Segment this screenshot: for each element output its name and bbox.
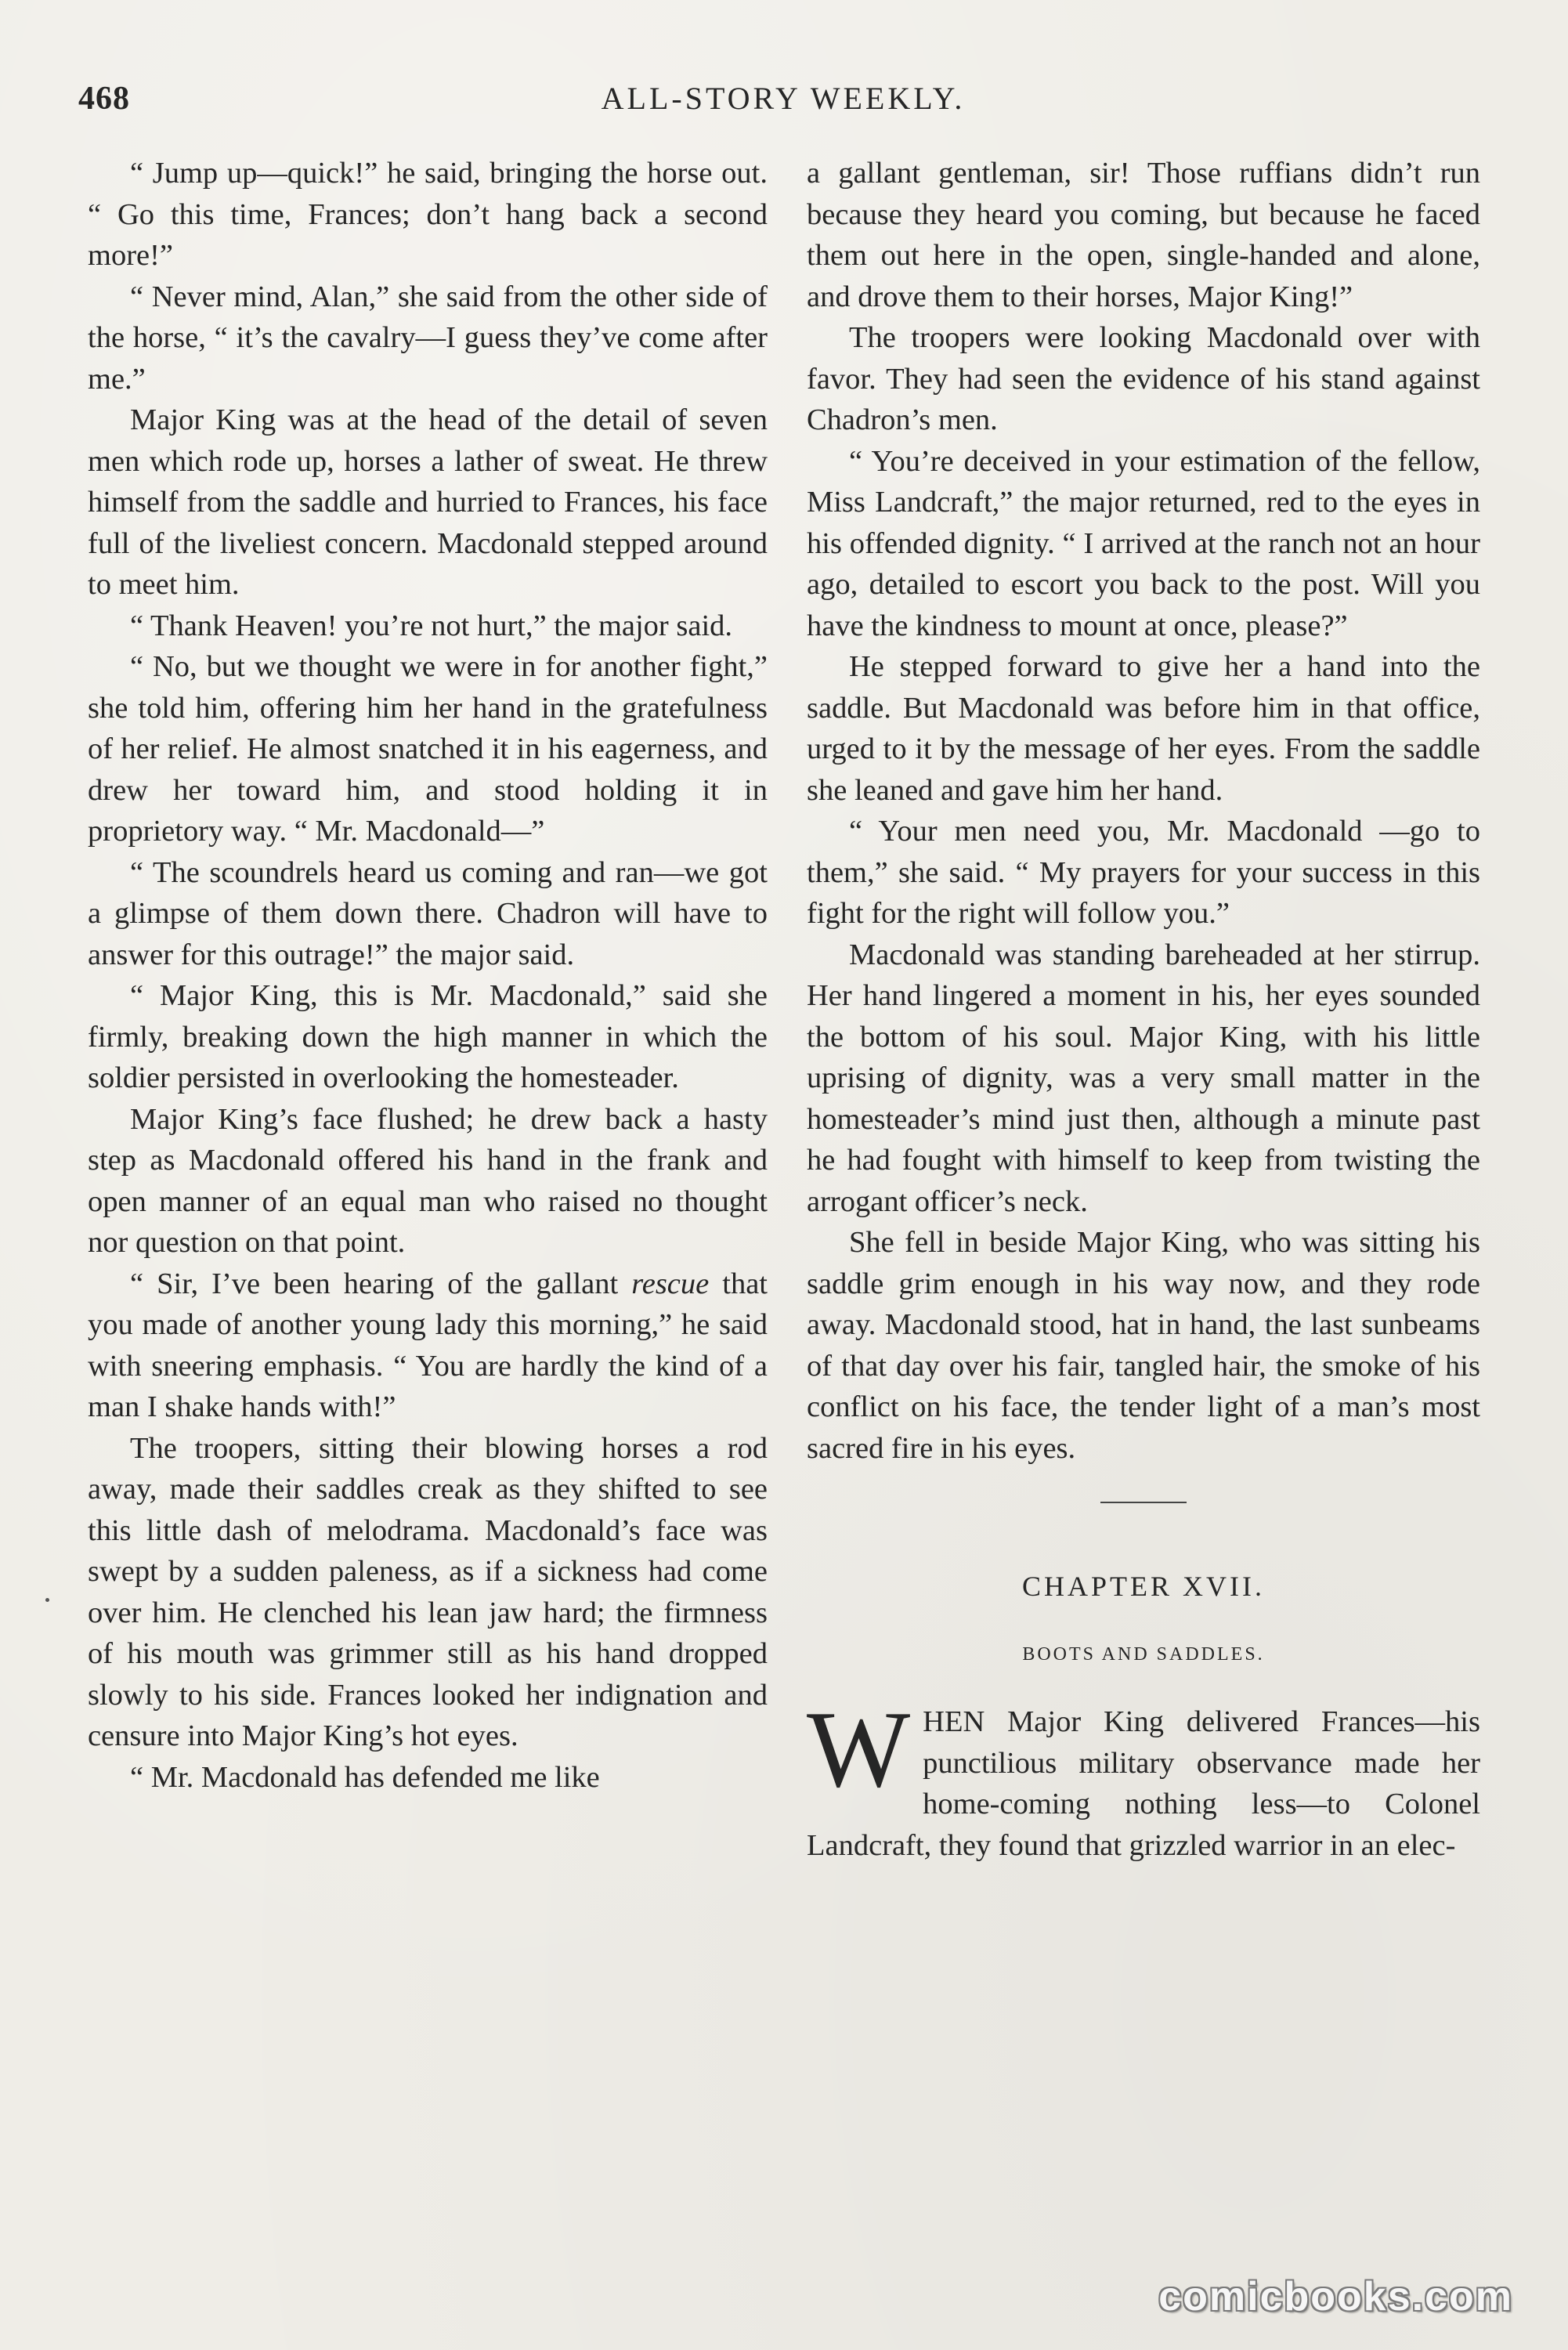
- paragraph: “ Mr. Macdonald has defended me like: [130, 1760, 600, 1794]
- chapter-opening-text: HEN Major King delivered Frances—his punctilious military observance made her home-coming nothing less—to Colonel Landcraft, they found that grizzled warrior in an elec-: [807, 1705, 1480, 1862]
- right-column: [807, 153, 1480, 1866]
- paragraph: “ You’re deceived in your estimation of the fellow, Miss Landcraft,” the major returned, red to the eyes in his offended dignity. “ I arrived at the ranch not an hour ago, detailed to escort you back to the post. Will you have the kindness to mount at once, please?”: [807, 444, 1480, 642]
- chapter-title: CHAPTER XVII.: [1022, 1571, 1265, 1602]
- paragraph: “ Your men need you, Mr. Macdonald —go to them,” she said. “ My prayers for your success in this fight for the right will follow you.”: [807, 815, 1480, 930]
- paragraph: “ Major King, this is Mr. Macdonald,” said she firmly, breaking down the high manner in which the soldier persisted in overlooking the homesteader.: [88, 979, 768, 1094]
- paragraph: Macdonald was standing bareheaded at her stirrup. Her hand lingered a moment in his, her eyes sounded the bottom of his soul. Major King, with his little uprising of dignity, was a very small matter in the homesteader’s mind just then, although a minute past he had fought with himself to keep from twisting the arrogant officer’s neck.: [807, 938, 1480, 1218]
- rescue-italic-word: rescue: [631, 1267, 710, 1300]
- paragraph: Major King’s face flushed; he drew back a hasty step as Macdonald offered his hand in the frank and open manner of an equal man who raised no thought nor question on that point.: [88, 1102, 768, 1259]
- continued-paragraph: a gallant gentleman, sir! Those ruffians didn’t run because they heard you coming, but because he faced them out here in the open, single-handed and alone, and drove them to their horses, Major King!”: [807, 157, 1480, 313]
- chapter-subtitle: BOOTS AND SADDLES.: [1022, 1643, 1265, 1665]
- rescue-text-before: “ Sir, I’ve been hearing of the gallant: [130, 1267, 632, 1300]
- paragraph: Major King was at the head of the detail of seven men which rode up, horses a lather of sweat. He threw himself from the saddle and hurried to Frances, his face full of the liveliest concern. Macdonald stepped around to meet him.: [88, 403, 768, 601]
- watermark-logo: comicbooks.com: [1158, 2274, 1513, 2319]
- print-speck: [45, 1598, 49, 1602]
- paragraph: “ Thank Heaven! you’re not hurt,” the major said.: [130, 609, 733, 642]
- paragraph: “ Never mind, Alan,” she said from the other side of the horse, “ it’s the cavalry—I guess they’ve come after me.”: [88, 280, 768, 396]
- page-header: [78, 80, 1488, 127]
- paragraph: “ No, but we thought we were in for another fight,” she told him, offering him her hand in the gratefulness of her relief. He almost snatched it in his eagerness, and drew her toward him, and stood holding it in proprietory way. “ Mr. Macdonald—”: [88, 650, 768, 848]
- left-column: [88, 153, 768, 1798]
- rescue-text-after: that you made of another young lady this morning,” he said with sneering emphasis. “ You are hardly the kind of a man I shake hands with!”: [88, 1267, 768, 1423]
- page-number: 468: [78, 81, 130, 117]
- chapter-opening-paragraph: [807, 1689, 1480, 1866]
- paragraph: The troopers, sitting their blowing horses a rod away, made their saddles creak as they shifted to see this little dash of melodrama. Macdonald’s face was swept by a sudden paleness, as if a sickness had come over him. He clenched his lean jaw hard; the firmness of his mouth was grimmer still as his hand dropped slowly to his side. Frances looked her indignation and censure into Major King’s hot eyes.: [88, 1431, 768, 1752]
- rescue-paragraph: [88, 1264, 768, 1428]
- paragraph: The troopers were looking Macdonald over with favor. They had seen the evidence of his stand against Chadron’s men.: [807, 321, 1480, 436]
- paragraph: She fell in beside Major King, who was sitting his saddle grim enough in his way now, and they rode away. Macdonald stood, hat in hand, the last sunbeams of that day over his fair, tangled hair, the smoke of his conflict on his face, the tender light of a man’s most sacred fire in his eyes.: [807, 1226, 1480, 1465]
- paragraph: “ Jump up—quick!” he said, bringing the horse out. “ Go this time, Frances; don’t hang back a second more!”: [88, 157, 768, 272]
- paragraph: “ The scoundrels heard us coming and ran—we got a glimpse of them down there. Chadron will have to answer for this outrage!” the major said.: [88, 855, 768, 971]
- section-divider: [1100, 1502, 1187, 1503]
- paragraph: He stepped forward to give her a hand into the saddle. But Macdonald was before him in that office, urged to it by the message of her eyes. From the saddle she leaned and gave him her hand.: [807, 650, 1480, 807]
- drop-cap: W: [807, 1689, 911, 1810]
- running-head: ALL-STORY WEEKLY.: [601, 81, 966, 116]
